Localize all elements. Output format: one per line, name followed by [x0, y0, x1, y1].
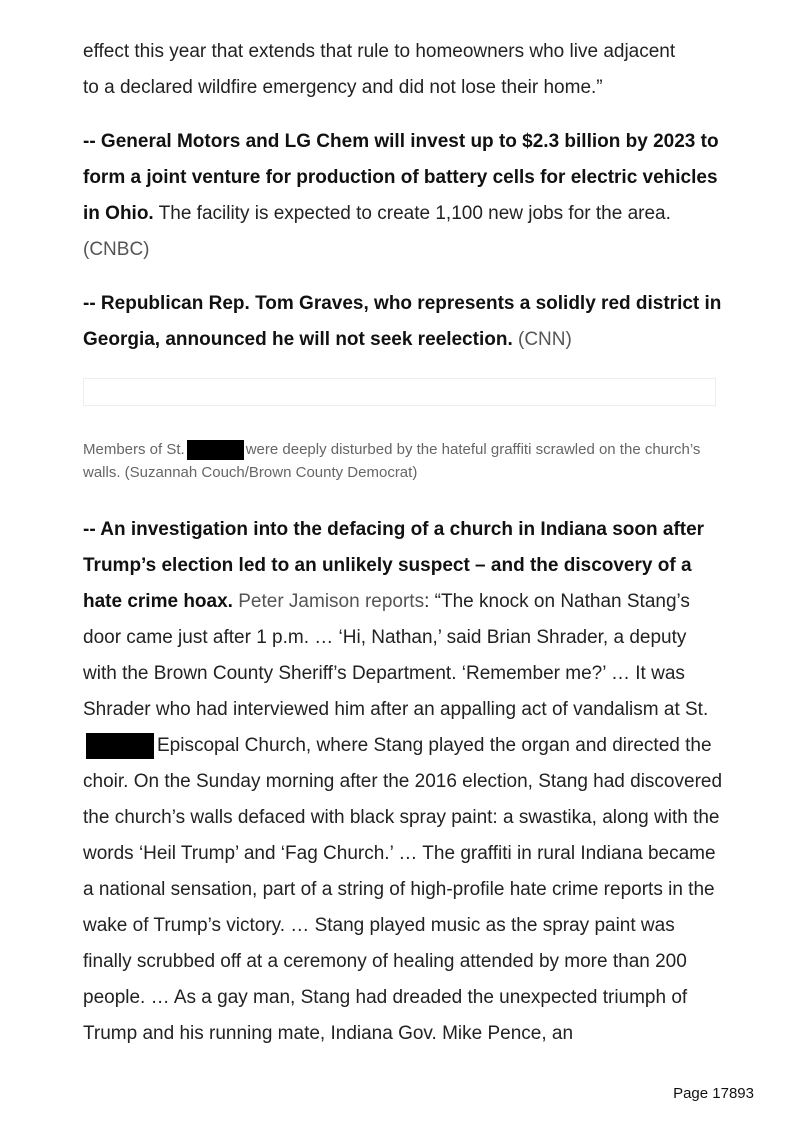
indiana-text-2: Episcopal Church, where Stang played the organ and directed the choir. On the Sunday morning after the 2016 election, Stang had discovered the church’s walls defaced with black spray paint: a swastika, along with the words ‘Heil Trump’ and ‘Fag Church.’ … The graffiti in rural Indiana became a national sensation, part of a string of high-profile hate crime reports in the wake of Trump’s victory. … Stang played music as the spray paint was finally scrubbed off at a ceremony of healing attended by more than 200 people. … As a gay man, Stang had dreaded the unexpected triumph of Trump and his running mate, Indiana Gov. Mike Pence, an — [83, 735, 723, 1044]
gm-source-link[interactable]: (CNBC) — [83, 239, 150, 260]
intro-line-2: to a declared wildfire emergency and did not lose their home.” — [83, 77, 603, 98]
caption-after: were deeply disturbed by the hateful graffiti scrawled on the church’s walls. (Suzannah Couch/Brown County Democrat) — [83, 441, 701, 481]
gm-headline: -- General Motors and LG Chem will invest up to $2.3 billion by 2023 to form a joint venture for production of battery cells for electric vehicles in Ohio. — [83, 131, 719, 224]
redaction-box — [86, 733, 154, 759]
caption-before: Members of St. — [83, 441, 185, 458]
indiana-text-1: : “The knock on Nathan Stang’s door came just after 1 p.m. … ‘Hi, Nathan,’ said Brian Shrader, a deputy with the Brown County Sheriff’s Department. ‘Remember me?’ … It was Shrader who had interviewed him after an appalling act of vandalism at St. — [83, 591, 709, 720]
graves-source-link[interactable]: (CNN) — [512, 329, 572, 350]
gm-text: The facility is expected to create 1,100 new jobs for the area. — [153, 203, 671, 224]
document-page — [83, 34, 723, 1052]
indiana-headline: -- An investigation into the defacing of a church in Indiana soon after Trump’s election led to an unlikely suspect – and the discovery of a hate crime hoax. — [83, 519, 705, 612]
intro-paragraph — [83, 34, 723, 106]
redaction-box — [187, 440, 244, 460]
indiana-paragraph — [83, 512, 723, 1052]
graves-headline: -- Republican Rep. Tom Graves, who represents a solidly red district in Georgia, announced he will not seek reelection. — [83, 293, 722, 350]
page-number: Page 17893 — [673, 1085, 754, 1102]
graves-paragraph — [83, 286, 723, 358]
indiana-reporter-link[interactable]: Peter Jamison reports — [232, 591, 425, 612]
embedded-media-placeholder — [83, 378, 716, 406]
gm-paragraph — [83, 124, 723, 268]
intro-line-1: effect this year that extends that rule to homeowners who live adjacent — [83, 41, 676, 62]
photo-caption — [83, 438, 723, 484]
